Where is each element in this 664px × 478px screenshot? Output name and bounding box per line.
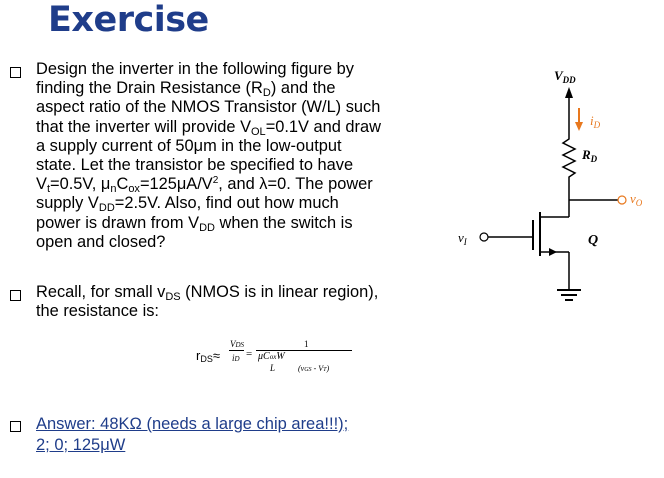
resistance-formula: rDS≈ VDS iD = 1 μCoxW L (vGS - VT): [196, 339, 356, 383]
text-line: state. Let the transistor be specified to have: [36, 156, 354, 175]
text-line: Design the inverter in the following figure by: [36, 60, 354, 78]
text-line: power is drawn from $V_{DD}$ when the switch is: [36, 213, 353, 234]
vi-label: $v_I$: [458, 230, 467, 247]
text-line: supply $V_{DD}=2.5V$. Also, find out how much: [36, 194, 339, 215]
bullet-marker-1: [10, 67, 21, 78]
problem-statement: [36, 60, 381, 252]
rd-label: $R_D$: [582, 147, 598, 164]
text-line: that the inverter will provide $V_{OL}=0.1V$ and draw: [36, 117, 381, 138]
recall-statement: [36, 283, 378, 321]
drain-resistor: [563, 135, 575, 200]
vo-label: $v_O$: [630, 191, 643, 208]
bullet-marker-3: [10, 421, 21, 432]
vdd-arrow: [565, 87, 573, 98]
text-line: aspect ratio of the NMOS Transistor (W/L) such: [36, 98, 381, 117]
q-label: Q: [588, 233, 599, 248]
text-line: Recall, for small $v_{DS}$ (NMOS is in linear region),: [36, 283, 379, 303]
answer-text: Answer: 48KΩ (needs a large chip area!!!); 2; 0; 125μW: [36, 415, 349, 454]
page-title: Exercise: [48, 0, 209, 40]
bullet-marker-2: [10, 290, 21, 301]
vdd-label: $V_{DD}$: [554, 68, 576, 85]
text-line: $V_t=0.5V$, $\mu_nC_{ox}=125\mu A/V^2$, and λ=0. The power: [36, 175, 373, 196]
text-line: open and closed?: [36, 232, 166, 251]
text-line: finding the Drain Resistance $(R_D)$ and the: [36, 79, 336, 100]
text-line: a supply current of 50μm in the low-output: [36, 136, 342, 155]
text-line: the resistance is:: [36, 302, 159, 321]
id-label: $i_D$: [590, 113, 601, 130]
